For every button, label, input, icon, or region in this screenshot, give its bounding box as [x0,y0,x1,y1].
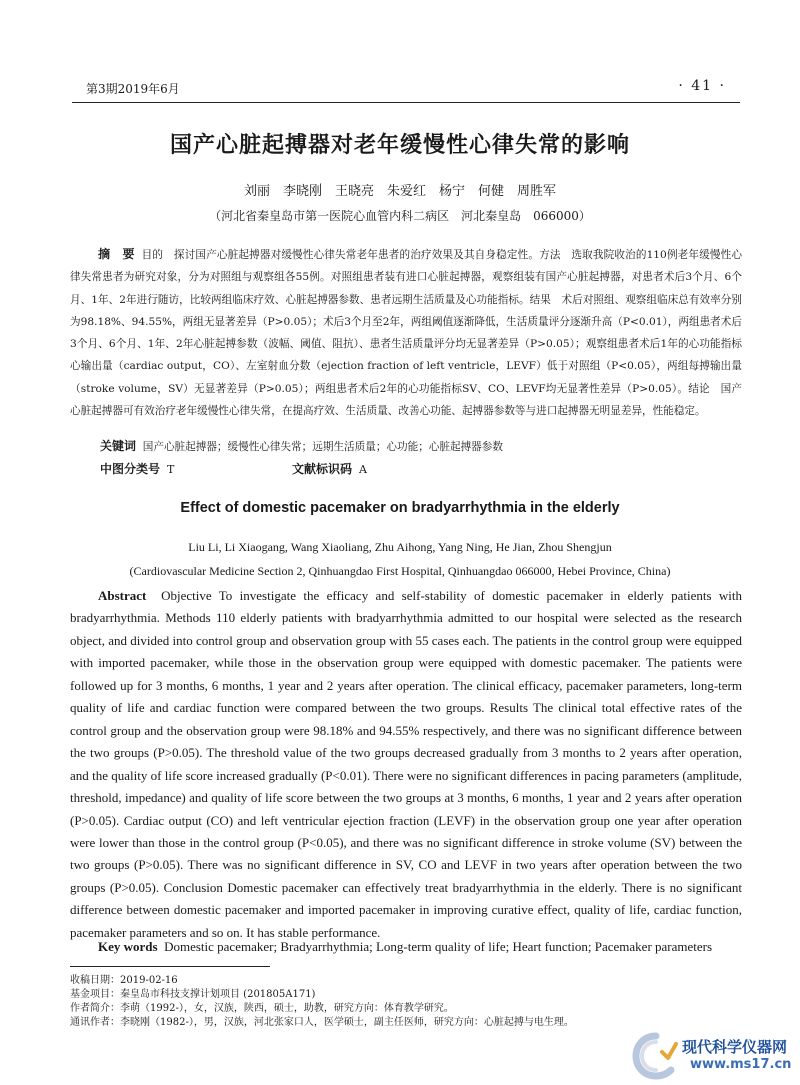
watermark-logo [632,1030,800,1082]
class-label: 中图分类号 [100,462,161,476]
en-abstract-label: Abstract [98,588,147,603]
en-abstract-text: Objective To investigate the efficacy and self-stability of domestic pacemaker in elderly patients with bradyarrhythmia. Methods 110 elderly patients with bradyarrhythmia admitted to our hospital were selected as the research object, and divided into control group and observation group with 55 cases each. The patients in the control group were equipped with imported pacemaker, while those in the observation group were equipped with domestic pacemaker. The patients were followed up for 3 months, 6 months, 1 year and 2 years after operation. The clinical efficacy, pacemaker parameters, long-term quality of life and cardiac function were compared between the two groups. Results The clinical total effective rates of the control group and the observation group were 98.18% and 94.55% respectively, and there was no significant difference between the two groups (P>0.05). The threshold value of the two groups decreased gradually from 3 months to 2 years after operation, and the quality of life score increased gradually (P<0.01). There were no significant differences in pacing parameters (amplitude, threshold, impedance) and quality of life score between the two groups at 3 months, 6 months, 1 year and 2 years after operation (P>0.05). Cardiac output (CO) and left ventricular ejection fraction (LEVF) in the observation group one year after operation were lower than those in the control group (P<0.05), and there was no significant difference in stroke volume (SV) between the two groups (P>0.05). There was no significant difference in SV, CO and LEVF in two years after operation between the two groups (P>0.05). Conclusion Domestic pacemaker can effectively treat bradyarrhythmia in the elderly. There is no significant difference between domestic pacemaker and imported pacemaker in improving curative effect, quality of life, cardiac function, pacemaker parameters and so on. It has stable performance. [70,588,742,940]
cn-keywords [100,436,740,457]
watermark-logo-icon [632,1032,680,1082]
en-affiliation: (Cardiovascular Medicine Section 2, Qinhuangdao First Hospital, Qinhuangdao 066000, Hebei Province, China) [129,564,671,578]
watermark-site-name: 现代科学仪器网 [682,1038,788,1056]
cn-title: 国产心脏起搏器对老年缓慢性心律失常的影响 [169,132,630,158]
class-value: T [167,463,175,476]
issue-date: 第3期2019年6月 [86,82,180,96]
cn-keywords-text: 国产心脏起搏器；缓慢性心律失常；远期生活质量；心功能；心脏起搏器参数 [142,441,503,453]
doc-value: A [359,463,367,476]
cn-authors: 刘丽 李晓刚 王晓亮 朱爱红 杨宁 何健 周胜军 [243,184,556,199]
en-authors: Liu Li, Li Xiaogang, Wang Xiaoliang, Zhu Aihong, Yang Ning, He Jian, Zhou Shengjun [188,540,612,554]
footnote-author: 作者简介：李萌（1992-），女，汉族，陕西，硕士，助教，研究方向：体育教学研究。 [70,1003,454,1014]
footnote-fund: 基金项目：秦皇岛市科技支撑计划项目 (201805A171) [70,989,316,1000]
cn-keywords-label: 关键词 [100,439,137,453]
running-header [72,74,740,103]
watermark-site-url: www.ms17.cn [690,1057,792,1072]
classification-line [100,459,740,479]
page-number: · 41 · [678,78,726,94]
en-title: Effect of domestic pacemaker on bradyarrhythmia in the elderly [180,500,620,516]
en-abstract [70,585,742,944]
en-keywords-label: Key words [98,939,158,954]
footnote-corresponding: 通讯作者：李晓刚（1982-），男，汉族，河北张家口人，医学硕士，副主任医师，研究方向：心脏起搏与电生理。 [70,1017,574,1028]
cn-abstract [70,243,742,422]
cn-abstract-label: 摘 要 [98,247,135,261]
footnote-divider [70,966,270,967]
footnote-received: 收稿日期：2019-02-16 [70,975,178,986]
cn-abstract-text: 目的 探讨国产心脏起搏器对缓慢性心律失常老年患者的治疗效果及其自身稳定性。方法 选取我院收治的110例老年缓慢性心律失常患者为研究对象，分为对照组与观察组各55例。对照组患者装有进口心脏起搏器，观察组装有国产心脏起搏器，对患者术后3个月、6个月、1年、2年进行随访，比较两组临床疗效、心脏起搏器参数、患者远期生活质量及心功能指标。结果 术后对照组、观察组临床总有效率分别为98.18%、94.55%，两组无显著差异（P>0.05）；术后3个月至2年，两组阈值逐渐降低，生活质量评分逐渐升高（P<0.01），两组患者术后3个月、6个月、1年、2年心脏起搏参数（波幅、阈值、阻抗）、患者生活质量评分均无显著差异（P>0.05）；观察组患者术后1年的心功能指标心输出量（cardiac output，CO）、左室射血分数（ejection fraction of left ventricle，LEVF）低于对照组（P<0.05），两组每搏输出量（stroke volume，SV）无显著差异（P>0.05）；两组患者术后2年的心功能指标SV、CO、LEVF均无显著性差异（P>0.05）。结论 国产心脏起搏器可有效治疗老年缓慢性心律失常，在提高疗效、生活质量、改善心功能、起搏器参数等与进口起搏器无明显差异，性能稳定。 [70,249,742,418]
en-keywords-text: Domestic pacemaker; Bradyarrhythmia; Long-term quality of life; Heart function; Pacemaker parameters [164,939,713,954]
en-keywords [98,937,758,957]
footnotes [70,974,670,1030]
doc-label: 文献标识码 [292,462,353,476]
cn-affiliation: （河北省秦皇岛市第一医院心血管内科二病区 河北秦皇岛 066000） [209,209,591,223]
